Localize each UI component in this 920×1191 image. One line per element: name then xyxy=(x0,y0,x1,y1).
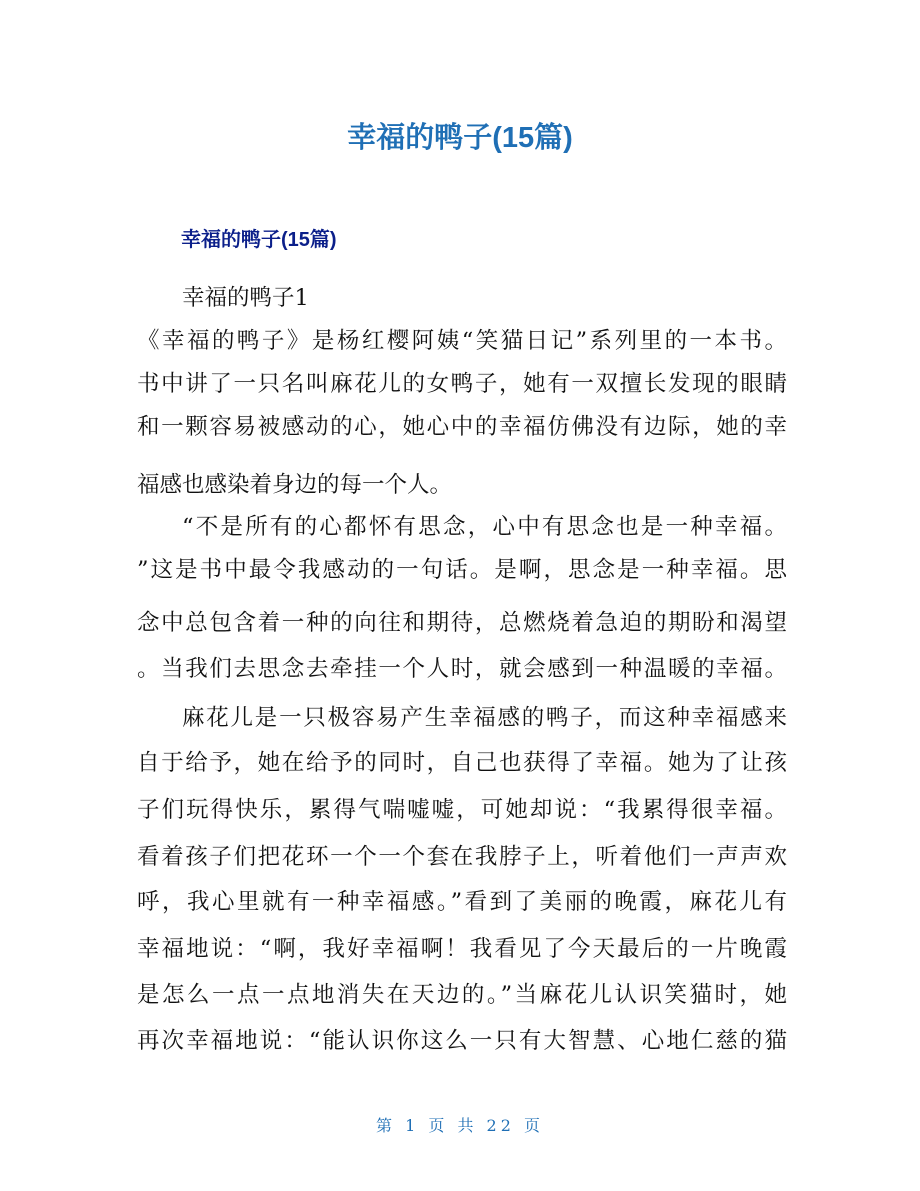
section-label: 幸福的鸭子1 xyxy=(182,285,309,311)
paragraph-line: 念中总包含着一种的向往和期待，总燃烧着急迫的期盼和渴望 xyxy=(137,610,787,636)
paragraph-line: 自于给予，她在给予的同时，自己也获得了幸福。她为了让孩 xyxy=(137,750,787,776)
paragraph-line: 书中讲了一只名叫麻花儿的女鸭子，她有一双擅长发现的眼睛 xyxy=(137,371,787,397)
paragraph-line: 幸福地说：“啊，我好幸福啊！我看见了今天最后的一片晚霞 xyxy=(137,936,787,962)
paragraph-line: 。当我们去思念去牵挂一个人时，就会感到一种温暖的幸福。 xyxy=(137,656,787,682)
section-heading: 幸福的鸭子(15篇) xyxy=(181,229,337,251)
paragraph-line: 福感也感染着身边的每一个人。 xyxy=(137,472,453,498)
paragraph-line: 《幸福的鸭子》是杨红樱阿姨“笑猫日记”系列里的一本书。 xyxy=(137,328,787,354)
paragraph-line: 是怎么一点一点地消失在天边的。”当麻花儿认识笑猫时，她 xyxy=(137,982,787,1008)
paragraph-line: ”这是书中最令我感动的一句话。是啊，思念是一种幸福。思 xyxy=(137,557,787,583)
paragraph-line: 和一颗容易被感动的心，她心中的幸福仿佛没有边际，她的幸 xyxy=(137,414,787,440)
document-title: 幸福的鸭子(15篇) xyxy=(347,122,573,154)
paragraph-line: 看着孩子们把花环一个一个套在我脖子上，听着他们一声声欢 xyxy=(137,844,787,870)
page-number-footer: 第 1 页 共 22 页 xyxy=(376,1116,544,1135)
paragraph-line: “不是所有的心都怀有思念，心中有思念也是一种幸福。 xyxy=(182,514,787,540)
paragraph-line: 再次幸福地说：“能认识你这么一只有大智慧、心地仁慈的猫 xyxy=(137,1028,787,1054)
paragraph-line: 子们玩得快乐，累得气喘嘘嘘，可她却说：“我累得很幸福。 xyxy=(137,797,787,823)
paragraph-line: 麻花儿是一只极容易产生幸福感的鸭子，而这种幸福感来 xyxy=(182,705,787,731)
paragraph-line: 呼，我心里就有一种幸福感。”看到了美丽的晚霞，麻花儿有 xyxy=(137,889,787,915)
